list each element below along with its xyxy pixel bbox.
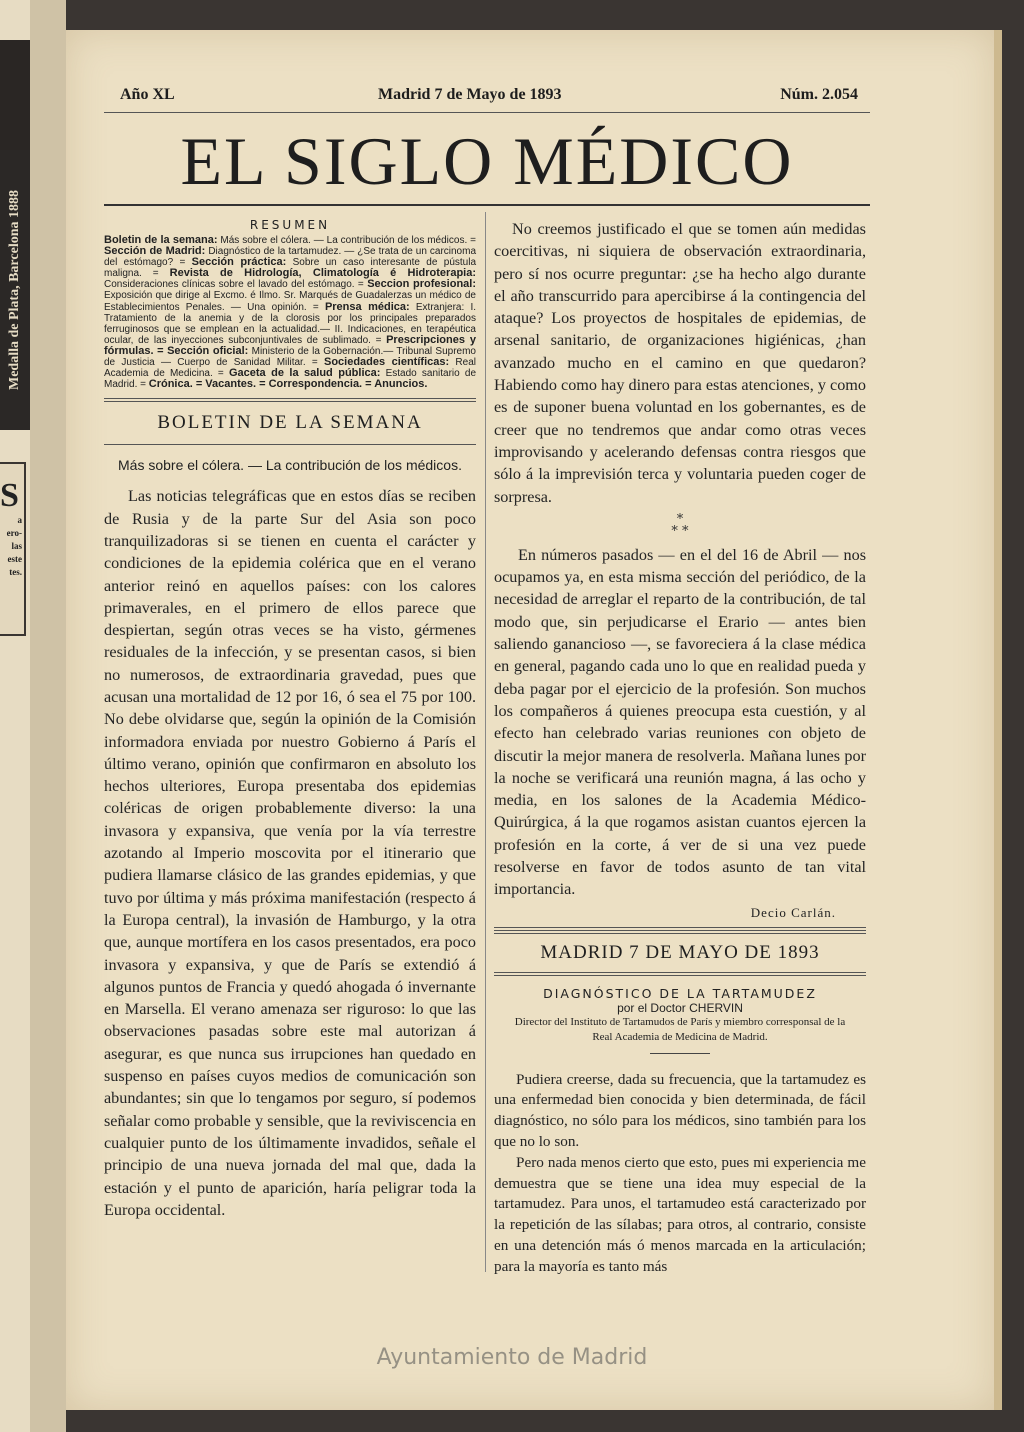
spine-fragment-line: a	[17, 515, 22, 525]
left-column	[104, 218, 476, 1221]
resumen-text	[104, 235, 476, 390]
contribution-paragraph: En números pasados — en el del 16 de Abril — nos ocupamos ya, en esta misma sección del periódico, de la necesidad de arreglar el reparto de la contribución, de tal modo que, sin perjudicarse el Erario — antes bien saliendo ganancioso —, se favoreciera á la clase médica en general, pagando cada uno lo que en realidad pueda y deba pagar por el ejercicio de la profesión. Son muchos los compañeros á quienes preocupa esta cuestión, y al efecto han celebrado varias reuniones con objeto de discutir la mejor manera de resolverla. Mañana lunes por la noche se verificará una reunión magna, á las ocho y media, en los salones de la Academia Médico-Quirúrgica, á la que rogamos asistan cuantos ejercen la profesión en la corte, á ver de si una vez puede resolverse en favor de todos asunto de tan vital importancia.	[494, 545, 866, 899]
resumen-section-text: Extranjera: I. Tratamiento de la anemia y de la clorosis por los principales preparados ferruginosos que se emplean en la actualidad.— II. Indicaciones, en terapéutica ocular, de las inyecciones subconjuntivales de sublimado. =	[104, 301, 477, 346]
resumen-section-label: Sección práctica:	[191, 256, 287, 269]
madrid-heading: MADRID 7 DE MAYO DE 1893	[540, 941, 820, 963]
spine-fragment-line: ero-	[6, 528, 22, 538]
book-gutter	[30, 0, 66, 1432]
resumen-section-text: Estado sanitario de Madrid. =	[104, 368, 477, 391]
article-title: DIAGNÓSTICO DE LA TARTAMUDEZ	[543, 985, 817, 1001]
resumen-section-label: Prescripciones y fórmulas. = Sección oficial:	[104, 333, 476, 357]
resumen-section-text: Exposición que dirige al Excmo. é Ilmo. Sr. Marqués de Guadalerzas un médico de Establecimientos Penales. — Una opinión. =	[104, 290, 476, 313]
issue-date: Madrid 7 de Mayo de 1893	[378, 86, 562, 103]
resumen-section-text: Más sobre el cólera. — La contribución de los médicos. =	[217, 235, 476, 246]
resumen-section-text: Real Academia de Medicina. =	[104, 357, 476, 380]
resumen-section-label: Gaceta de la salud pública:	[228, 367, 381, 380]
author-signature: Decio Carlán.	[750, 904, 836, 920]
article-affiliation: Director del Instituto de Tartamudos de París y miembro corresponsal de la Real Academia de Medicina de Madrid.	[514, 1015, 846, 1043]
article-paragraph: Pero nada menos cierto que esto, pues mi experiencia me demuestra que se tiene una idea muy especial de la tartamudez. Para unos, el tartamudeo está caracterizado por la repetición de las sílabas; para otros, al contrario, consiste en una detención más ó menos marcada en la articulación; para la mayoría es tanto más	[494, 1153, 866, 1275]
article-paragraph: Pudiera creerse, dada su frecuencia, que la tartamudez es una enfermedad bien conocida y bien determinada, de fácil diagnóstico, no sólo para los médicos, sino también para los que no lo son.	[494, 1070, 866, 1150]
spine-dark-band	[0, 40, 30, 150]
resumen-section-label: Seccion profesional:	[367, 278, 476, 291]
resumen-section-label: Sección de Madrid:	[104, 245, 206, 258]
boletin-rule	[104, 444, 476, 445]
issue-header	[120, 86, 870, 108]
resumen-section-text: Consideraciones clínicas sobre el lavado del estómago. =	[104, 279, 368, 291]
spine-fragment-line: este	[7, 554, 22, 564]
archive-watermark: Ayuntamiento de Madrid	[376, 1345, 648, 1370]
resumen-section-label: Prensa médica:	[324, 300, 410, 313]
header-rule	[104, 112, 870, 113]
boletin-heading: BOLETIN DE LA SEMANA	[157, 412, 423, 434]
resumen-section-label: Revista de Hidrología, Climatología é Hidroterapia:	[169, 267, 476, 280]
resumen-section-text: Sobre un caso interesante de pústula maligna. =	[104, 257, 477, 280]
issue-year: Año XL	[120, 86, 175, 103]
spine-fragment-box	[0, 462, 26, 636]
spine-label: Medalla de Plata, Barcelona 1888	[0, 150, 30, 430]
spine-fragment-letter: S	[0, 477, 19, 514]
signature-rule	[494, 927, 866, 928]
resumen-title: RESUMEN	[249, 218, 331, 232]
boletin-paragraph: Las noticias telegráficas que en estos días se reciben de Rusia y de la parte Sur del Asia son poco tranquilizadoras si se tienen en cuenta el carácter y condiciones de la epidemia colérica que en el verano anterior reinó en aquellos países: con los calores primaverales, en el primero de ellos parece que despiertan, según otras veces se ha visto, gérmenes residuales de la infección, y se presentan casos, si bien no numerosos, de extraordinaria gravedad, pues que acusan una mortalidad de 12 por 16, ó sea el 75 por 100. No debe olvidarse que, según la opinión de la Comisión informadora enviada por nuestro Gobierno á París el último verano, opinión que confirmaron en absoluto los hechos ulteriores, Europa presentaba dos epidemias coléricas de origen probablemente diverso: la una invasora y expansiva, que venía por la vía terrestre azotando al Imperio moscovita por el itinerario que pudiera llamarse clásico de las grandes epidemias, y que tuvo por última y más próxima manifestación (respecto á la Europa central), la invasión de Hamburgo, y la otra que, aunque mortífera en los casos presentados, era poco invasora y expansiva, y que de París se extendió á algunos puntos de Francia y quedó ahogada ó invernante en Marsella. El verano amenaza ser riguroso: lo que las observaciones pasadas sobre este mal autorizan á asegurar, es que nunca sus irrupciones han quedado en suspenso en países cuyos medios de comunicación son abundantes; sin que lo tengamos por seguro, sí podemos señalar como probable y sensible, que la reviviscencia en cualquier punto de los últimamente invadidos, señale el principio de una nueva jornada del mal que, dada la estación y el punto de aparición, haría peligrar toda la Europa occidental.	[104, 487, 476, 1219]
resumen-section-label: Crónica. = Vacantes. = Correspondencia. = Anuncios.	[148, 378, 428, 391]
issue-number: Núm. 2.054	[780, 86, 858, 103]
boletin-subheading: Más sobre el cólera. — La contribución de los médicos.	[118, 457, 462, 474]
resumen-section-text: Diagnóstico de la tartamudez. — ¿Se trata de un carcinoma del estómago? =	[104, 246, 477, 269]
page-right-edge	[994, 30, 1002, 1410]
spine-fragment-line: tes.	[9, 567, 22, 577]
resumen-section-label: Boletin de la semana:	[104, 234, 218, 246]
resumen-section-label: Sociedades científicas:	[323, 356, 450, 369]
section-separator: * * *	[671, 511, 689, 539]
masthead-rule	[104, 204, 870, 206]
column-divider	[485, 212, 486, 1272]
masthead-title: EL SIGLO MÉDICO	[180, 123, 794, 199]
article-short-rule	[650, 1053, 710, 1054]
madrid-rule-top	[494, 930, 866, 934]
madrid-rule-bottom	[494, 972, 866, 976]
right-column	[494, 218, 866, 1278]
article-author: por el Doctor CHERVIN	[617, 1000, 743, 1015]
boletin-paragraph-continued: No creemos justificado el que se tomen aún medidas coercitivas, ni siquiera de observación extraordinaria, pero sí nos ocurre preguntar: ¿se ha hecho algo durante el año transcurrido para apercibirse á la contingencia del ataque? Los proyectos de hospitales de epidemias, de arsenal sanitario, de organizaciones higiénicas, ¿han avanzado mucho en el camino en que quedaron? Habiendo como hay dinero para estas atenciones, y como es de suponer buena voluntad en los gobernantes, es de creer que no tendremos que andar como otras veces improvisando y acelerando defensas contra riesgos que sólo á la imprevisión terca y voluntaria pueden coger de sorpresa.	[494, 220, 866, 506]
resumen-section-text: Ministerio de la Gobernación.— Tribunal Supremo de Justicia — Cuerpo de Sanidad Militar. =	[104, 345, 476, 369]
spine-fragment-line: las	[11, 541, 22, 551]
